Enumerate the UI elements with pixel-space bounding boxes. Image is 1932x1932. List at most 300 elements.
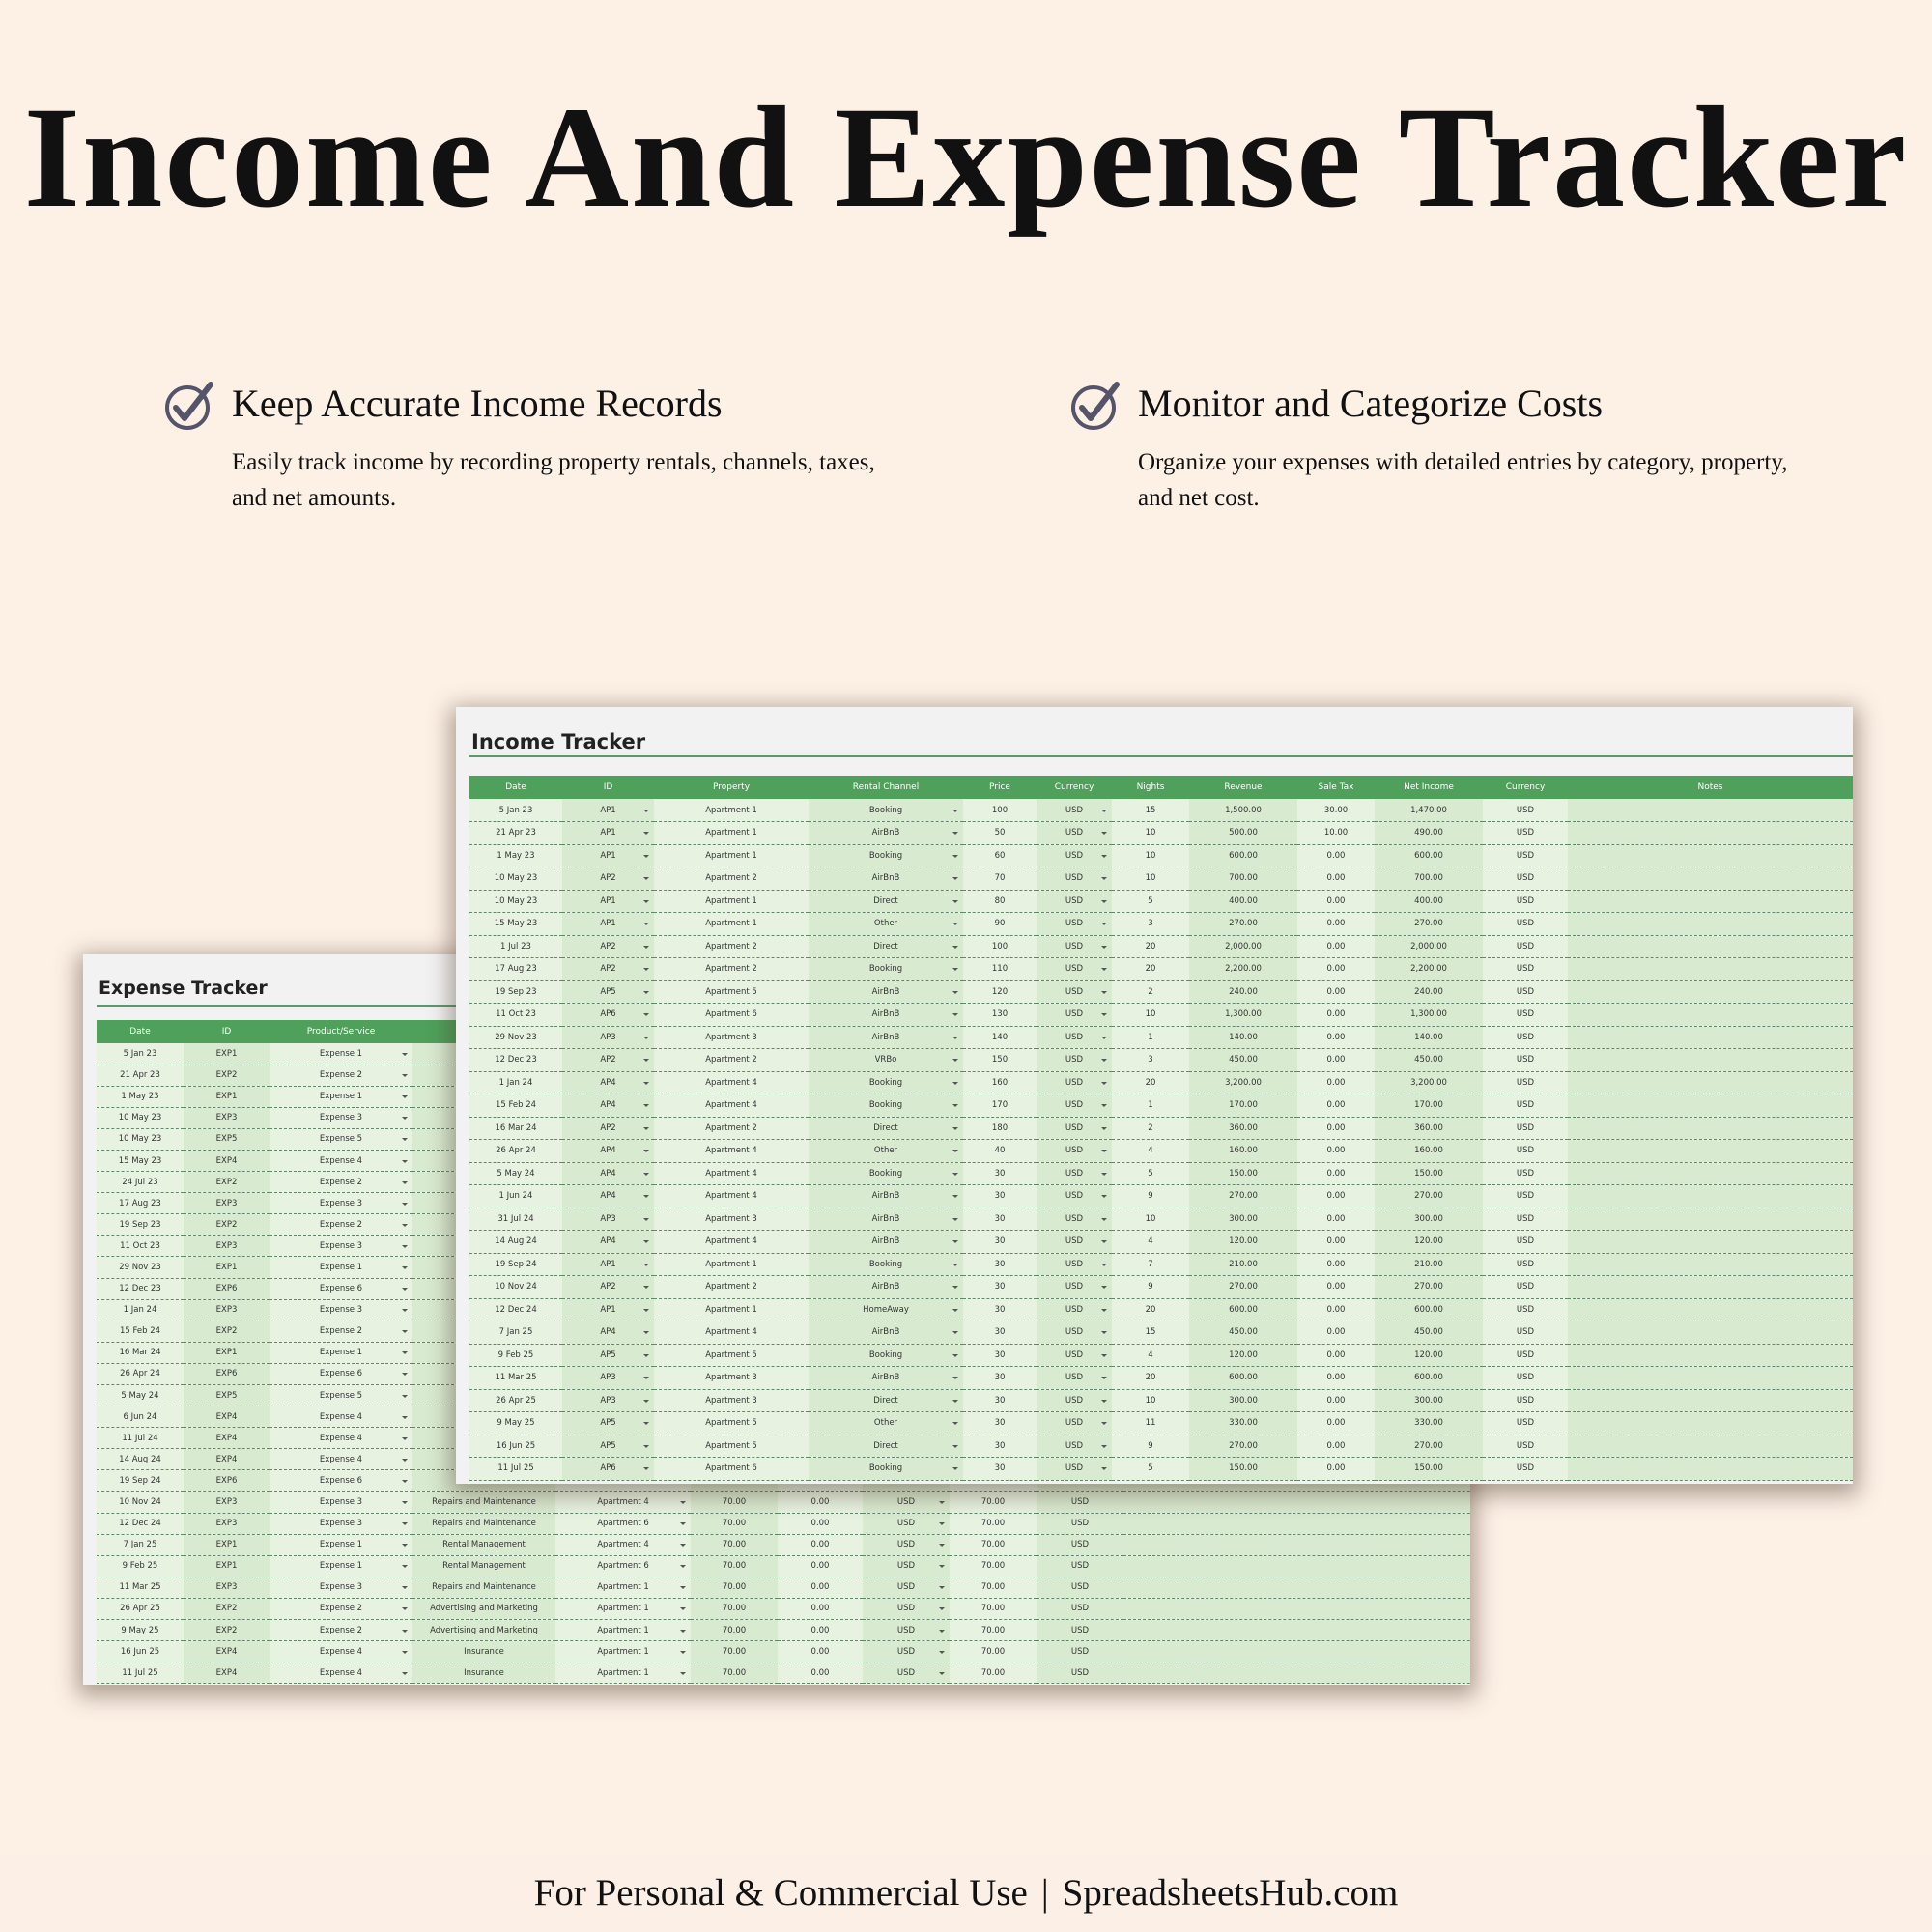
table-cell[interactable]: 11	[1112, 1412, 1189, 1435]
table-cell[interactable]: USD	[1483, 1140, 1568, 1163]
table-cell[interactable]	[1568, 1435, 1853, 1458]
table-cell[interactable]: 0.00	[1297, 1276, 1375, 1299]
table-cell[interactable]: EXP2	[184, 1321, 270, 1342]
table-cell[interactable]: 270.00	[1375, 1185, 1483, 1208]
table-cell[interactable]: 160.00	[1375, 1140, 1483, 1163]
dropdown-cell[interactable]: Expense 3	[270, 1299, 412, 1321]
table-cell[interactable]: 70	[963, 867, 1037, 891]
table-cell[interactable]: 10 May 23	[469, 890, 562, 913]
table-cell[interactable]: 10 May 23	[97, 1128, 184, 1150]
table-cell[interactable]: 150	[963, 1049, 1037, 1072]
dropdown-cell[interactable]: Expense 5	[270, 1385, 412, 1406]
column-header[interactable]: Rental Channel	[809, 776, 963, 799]
table-cell[interactable]: 70.00	[950, 1598, 1037, 1619]
table-cell[interactable]: 0.00	[778, 1555, 863, 1577]
dropdown-cell[interactable]: Apartment 1	[555, 1662, 691, 1684]
table-cell[interactable]: 490.00	[1375, 822, 1483, 845]
dropdown-cell[interactable]: Apartment 6	[555, 1513, 691, 1534]
table-cell[interactable]: 300.00	[1375, 1208, 1483, 1231]
dropdown-cell[interactable]: Expense 5	[270, 1128, 412, 1150]
table-cell[interactable]: 70.00	[691, 1555, 778, 1577]
table-cell[interactable]: Apartment 1	[654, 1253, 809, 1276]
table-cell[interactable]	[1568, 1140, 1853, 1163]
dropdown-cell[interactable]: Expense 2	[270, 1620, 412, 1641]
dropdown-cell[interactable]: Expense 3	[270, 1107, 412, 1128]
dropdown-cell[interactable]: Expense 1	[270, 1043, 412, 1065]
table-cell[interactable]: Insurance	[412, 1641, 555, 1662]
table-cell[interactable]: 0.00	[1297, 1231, 1375, 1254]
dropdown-cell[interactable]: Expense 3	[270, 1236, 412, 1257]
dropdown-cell[interactable]: AP6	[562, 1458, 654, 1481]
dropdown-cell[interactable]: USD	[1037, 1140, 1112, 1163]
table-cell[interactable]: 0.00	[1297, 1435, 1375, 1458]
table-cell[interactable]: 1,500.00	[1189, 799, 1297, 822]
column-header[interactable]: Date	[97, 1020, 184, 1043]
table-cell[interactable]: 600.00	[1375, 1367, 1483, 1390]
dropdown-cell[interactable]: USD	[1037, 822, 1112, 845]
table-cell[interactable]: EXP5	[184, 1128, 270, 1150]
dropdown-cell[interactable]: Expense 3	[270, 1492, 412, 1513]
table-cell[interactable]: 240.00	[1375, 980, 1483, 1004]
table-cell[interactable]	[1568, 1049, 1853, 1072]
dropdown-cell[interactable]: Expense 4	[270, 1641, 412, 1662]
table-cell[interactable]: 0.00	[1297, 1162, 1375, 1185]
table-cell[interactable]: Apartment 3	[654, 1208, 809, 1231]
table-cell[interactable]: Apartment 5	[654, 1344, 809, 1367]
table-cell[interactable]: 30	[963, 1389, 1037, 1412]
table-cell[interactable]: 10	[1112, 844, 1189, 867]
table-cell[interactable]: EXP2	[184, 1620, 270, 1641]
table-cell[interactable]: 5	[1112, 1458, 1189, 1481]
table-cell[interactable]: 9	[1112, 1276, 1189, 1299]
dropdown-cell[interactable]: AirBnB	[809, 1367, 963, 1390]
table-cell[interactable]	[1568, 1389, 1853, 1412]
table-cell[interactable]: USD	[1483, 935, 1568, 958]
table-cell[interactable]: 0.00	[778, 1620, 863, 1641]
table-cell[interactable]: 150.00	[1375, 1162, 1483, 1185]
table-cell[interactable]: USD	[1037, 1534, 1123, 1555]
dropdown-cell[interactable]: USD	[1037, 890, 1112, 913]
table-cell[interactable]: 0.00	[1297, 1253, 1375, 1276]
column-header[interactable]: Notes	[1568, 776, 1853, 799]
dropdown-cell[interactable]: Booking	[809, 1094, 963, 1118]
dropdown-cell[interactable]: USD	[863, 1598, 950, 1619]
dropdown-cell[interactable]: AP5	[562, 1435, 654, 1458]
table-cell[interactable]: USD	[1483, 890, 1568, 913]
table-cell[interactable]: 70.00	[950, 1577, 1037, 1598]
dropdown-cell[interactable]: Expense 4	[270, 1428, 412, 1449]
table-cell[interactable]: 70.00	[691, 1662, 778, 1684]
dropdown-cell[interactable]: AirBnB	[809, 1231, 963, 1254]
dropdown-cell[interactable]: USD	[863, 1641, 950, 1662]
table-cell[interactable]: 0.00	[1297, 1026, 1375, 1049]
table-cell[interactable]: 180	[963, 1117, 1037, 1140]
table-cell[interactable]: 70.00	[950, 1555, 1037, 1577]
table-cell[interactable]: 120.00	[1375, 1344, 1483, 1367]
table-cell[interactable]	[1568, 822, 1853, 845]
table-cell[interactable]: 11 Jul 25	[469, 1458, 562, 1481]
table-cell[interactable]	[1123, 1641, 1470, 1662]
table-cell[interactable]: EXP3	[184, 1299, 270, 1321]
dropdown-cell[interactable]: AP5	[562, 1412, 654, 1435]
dropdown-cell[interactable]: Booking	[809, 799, 963, 822]
table-cell[interactable]	[1568, 867, 1853, 891]
table-cell[interactable]: 450.00	[1189, 1321, 1297, 1345]
table-cell[interactable]: 0.00	[1297, 913, 1375, 936]
dropdown-cell[interactable]: USD	[1037, 980, 1112, 1004]
dropdown-cell[interactable]: Apartment 4	[555, 1534, 691, 1555]
table-cell[interactable]: 2	[1112, 980, 1189, 1004]
table-cell[interactable]: 4	[1112, 1231, 1189, 1254]
dropdown-cell[interactable]: Expense 4	[270, 1406, 412, 1428]
dropdown-cell[interactable]: AirBnB	[809, 1026, 963, 1049]
table-cell[interactable]: 12 Dec 24	[469, 1298, 562, 1321]
table-cell[interactable]: 1 May 23	[97, 1086, 184, 1107]
dropdown-cell[interactable]: AP4	[562, 1094, 654, 1118]
table-cell[interactable]: USD	[1483, 1344, 1568, 1367]
table-cell[interactable]: Apartment 3	[654, 1367, 809, 1390]
table-cell[interactable]: 12 Dec 23	[97, 1278, 184, 1299]
column-header[interactable]: Net Income	[1375, 776, 1483, 799]
table-cell[interactable]: USD	[1037, 1577, 1123, 1598]
dropdown-cell[interactable]: AP5	[562, 1344, 654, 1367]
table-cell[interactable]: EXP4	[184, 1428, 270, 1449]
table-cell[interactable]: 26 Apr 25	[469, 1389, 562, 1412]
dropdown-cell[interactable]: Expense 2	[270, 1598, 412, 1619]
table-cell[interactable]	[1568, 1367, 1853, 1390]
dropdown-cell[interactable]: USD	[863, 1620, 950, 1641]
dropdown-cell[interactable]: AP1	[562, 913, 654, 936]
table-cell[interactable]: 1	[1112, 1094, 1189, 1118]
table-cell[interactable]: 15	[1112, 799, 1189, 822]
table-cell[interactable]: 70.00	[691, 1641, 778, 1662]
table-cell[interactable]: 30	[963, 1435, 1037, 1458]
dropdown-cell[interactable]: Expense 4	[270, 1150, 412, 1171]
table-cell[interactable]: Repairs and Maintenance	[412, 1492, 555, 1513]
table-cell[interactable]: 9 May 25	[469, 1412, 562, 1435]
table-cell[interactable]: 15 May 23	[469, 913, 562, 936]
table-cell[interactable]: 240.00	[1189, 980, 1297, 1004]
table-cell[interactable]: Apartment 2	[654, 867, 809, 891]
table-cell[interactable]: EXP1	[184, 1043, 270, 1065]
dropdown-cell[interactable]: USD	[1037, 913, 1112, 936]
table-cell[interactable]: 70.00	[950, 1641, 1037, 1662]
table-cell[interactable]: USD	[1483, 1049, 1568, 1072]
column-header[interactable]: Currency	[1483, 776, 1568, 799]
table-cell[interactable]	[1568, 1253, 1853, 1276]
table-cell[interactable]: 210.00	[1375, 1253, 1483, 1276]
table-cell[interactable]: Apartment 1	[654, 913, 809, 936]
dropdown-cell[interactable]: Booking	[809, 1162, 963, 1185]
dropdown-cell[interactable]: AP6	[562, 1004, 654, 1027]
table-cell[interactable]: 110	[963, 958, 1037, 981]
table-cell[interactable]: 20	[1112, 958, 1189, 981]
table-cell[interactable]: 90	[963, 913, 1037, 936]
table-cell[interactable]: 70.00	[691, 1534, 778, 1555]
table-cell[interactable]: USD	[1483, 1231, 1568, 1254]
dropdown-cell[interactable]: USD	[1037, 1389, 1112, 1412]
table-cell[interactable]: Advertising and Marketing	[412, 1620, 555, 1641]
dropdown-cell[interactable]: Booking	[809, 1253, 963, 1276]
dropdown-cell[interactable]: AP1	[562, 1253, 654, 1276]
table-cell[interactable]: Apartment 1	[654, 844, 809, 867]
table-cell[interactable]: 140.00	[1189, 1026, 1297, 1049]
dropdown-cell[interactable]: USD	[863, 1513, 950, 1534]
table-cell[interactable]: USD	[1483, 980, 1568, 1004]
table-cell[interactable]: 0.00	[778, 1662, 863, 1684]
dropdown-cell[interactable]: USD	[1037, 1117, 1112, 1140]
dropdown-cell[interactable]: Booking	[809, 958, 963, 981]
table-cell[interactable]	[1568, 1344, 1853, 1367]
dropdown-cell[interactable]: Apartment 6	[555, 1555, 691, 1577]
table-cell[interactable]: 11 Oct 23	[97, 1236, 184, 1257]
table-cell[interactable]: 7	[1112, 1253, 1189, 1276]
table-cell[interactable]: 15 May 23	[97, 1150, 184, 1171]
table-cell[interactable]: 70.00	[691, 1513, 778, 1534]
table-cell[interactable]: EXP3	[184, 1236, 270, 1257]
table-cell[interactable]: 300.00	[1189, 1208, 1297, 1231]
table-cell[interactable]: 150.00	[1189, 1162, 1297, 1185]
table-cell[interactable]: 0.00	[778, 1513, 863, 1534]
table-cell[interactable]: 30	[963, 1208, 1037, 1231]
table-cell[interactable]: USD	[1483, 1276, 1568, 1299]
table-cell[interactable]: 30	[963, 1321, 1037, 1345]
table-cell[interactable]: 100	[963, 935, 1037, 958]
table-cell[interactable]: 70.00	[691, 1620, 778, 1641]
table-cell[interactable]: 140	[963, 1026, 1037, 1049]
table-cell[interactable]: Apartment 5	[654, 980, 809, 1004]
table-cell[interactable]: 300.00	[1189, 1389, 1297, 1412]
dropdown-cell[interactable]: Direct	[809, 1389, 963, 1412]
table-cell[interactable]: 30	[963, 1162, 1037, 1185]
table-cell[interactable]	[1568, 1208, 1853, 1231]
dropdown-cell[interactable]: USD	[863, 1662, 950, 1684]
table-cell[interactable]: 120.00	[1189, 1344, 1297, 1367]
table-cell[interactable]: 16 Mar 24	[97, 1342, 184, 1363]
table-cell[interactable]: 19 Sep 23	[97, 1214, 184, 1236]
table-cell[interactable]: 10	[1112, 1004, 1189, 1027]
table-cell[interactable]: 0.00	[1297, 1004, 1375, 1027]
dropdown-cell[interactable]: USD	[1037, 1298, 1112, 1321]
dropdown-cell[interactable]: AP4	[562, 1162, 654, 1185]
table-cell[interactable]	[1568, 1298, 1853, 1321]
dropdown-cell[interactable]: Expense 2	[270, 1172, 412, 1193]
table-cell[interactable]: 30	[963, 1253, 1037, 1276]
table-cell[interactable]: USD	[1483, 1117, 1568, 1140]
table-cell[interactable]: EXP3	[184, 1513, 270, 1534]
dropdown-cell[interactable]: AP1	[562, 844, 654, 867]
table-cell[interactable]: 70.00	[950, 1492, 1037, 1513]
table-cell[interactable]: 17 Aug 23	[97, 1193, 184, 1214]
table-cell[interactable]: EXP1	[184, 1534, 270, 1555]
dropdown-cell[interactable]: AP4	[562, 1231, 654, 1254]
table-cell[interactable]	[1568, 799, 1853, 822]
table-cell[interactable]: 16 Mar 24	[469, 1117, 562, 1140]
table-cell[interactable]	[1123, 1513, 1470, 1534]
table-cell[interactable]: Apartment 6	[654, 1004, 809, 1027]
table-cell[interactable]: 7 Jan 25	[469, 1321, 562, 1345]
table-cell[interactable]: USD	[1483, 1208, 1568, 1231]
table-cell[interactable]: 30	[963, 1344, 1037, 1367]
table-cell[interactable]: Apartment 4	[654, 1321, 809, 1345]
table-cell[interactable]: 30	[963, 1458, 1037, 1481]
table-cell[interactable]: 11 Jul 24	[97, 1428, 184, 1449]
table-cell[interactable]: Apartment 4	[654, 1185, 809, 1208]
dropdown-cell[interactable]: AP4	[562, 1071, 654, 1094]
table-cell[interactable]: Apartment 4	[654, 1162, 809, 1185]
table-cell[interactable]: 19 Sep 24	[469, 1253, 562, 1276]
column-header[interactable]: ID	[562, 776, 654, 799]
column-header[interactable]: Sale Tax	[1297, 776, 1375, 799]
table-cell[interactable]: 10 May 23	[469, 867, 562, 891]
table-cell[interactable]: 150.00	[1189, 1458, 1297, 1481]
table-cell[interactable]: 16 Jun 25	[469, 1435, 562, 1458]
table-cell[interactable]: 300.00	[1375, 1389, 1483, 1412]
table-cell[interactable]: Repairs and Maintenance	[412, 1513, 555, 1534]
table-cell[interactable]: USD	[1483, 1435, 1568, 1458]
table-cell[interactable]: 20	[1112, 1367, 1189, 1390]
dropdown-cell[interactable]: USD	[1037, 1412, 1112, 1435]
dropdown-cell[interactable]: AP3	[562, 1367, 654, 1390]
table-cell[interactable]: 10 May 23	[97, 1107, 184, 1128]
dropdown-cell[interactable]: Apartment 1	[555, 1620, 691, 1641]
table-cell[interactable]: EXP2	[184, 1172, 270, 1193]
table-cell[interactable]: 170.00	[1375, 1094, 1483, 1118]
table-cell[interactable]: 0.00	[1297, 867, 1375, 891]
dropdown-cell[interactable]: AP1	[562, 890, 654, 913]
dropdown-cell[interactable]: USD	[863, 1555, 950, 1577]
table-cell[interactable]	[1568, 1412, 1853, 1435]
dropdown-cell[interactable]: Expense 2	[270, 1214, 412, 1236]
table-cell[interactable]: 40	[963, 1140, 1037, 1163]
table-cell[interactable]: 30	[963, 1185, 1037, 1208]
table-cell[interactable]: Apartment 2	[654, 1117, 809, 1140]
table-cell[interactable]: USD	[1483, 1071, 1568, 1094]
table-cell[interactable]: 100	[963, 799, 1037, 822]
table-cell[interactable]: 130	[963, 1004, 1037, 1027]
table-cell[interactable]	[1568, 890, 1853, 913]
dropdown-cell[interactable]: AP1	[562, 1298, 654, 1321]
dropdown-cell[interactable]: AP2	[562, 958, 654, 981]
table-cell[interactable]: 0.00	[1297, 1071, 1375, 1094]
table-cell[interactable]: 6 Jun 24	[97, 1406, 184, 1428]
table-cell[interactable]: 1,470.00	[1375, 799, 1483, 822]
table-cell[interactable]: 2,200.00	[1375, 958, 1483, 981]
table-cell[interactable]: 0.00	[1297, 1094, 1375, 1118]
table-cell[interactable]: Apartment 1	[654, 799, 809, 822]
dropdown-cell[interactable]: AP1	[562, 822, 654, 845]
table-cell[interactable]: 330.00	[1189, 1412, 1297, 1435]
dropdown-cell[interactable]: Other	[809, 1412, 963, 1435]
table-cell[interactable]: 26 Apr 25	[97, 1598, 184, 1619]
dropdown-cell[interactable]: HomeAway	[809, 1298, 963, 1321]
table-cell[interactable]: Apartment 1	[654, 822, 809, 845]
table-cell[interactable]: 70.00	[950, 1620, 1037, 1641]
column-header[interactable]: Date	[469, 776, 562, 799]
table-cell[interactable]: EXP1	[184, 1257, 270, 1278]
dropdown-cell[interactable]: USD	[1037, 844, 1112, 867]
dropdown-cell[interactable]: Booking	[809, 1344, 963, 1367]
table-cell[interactable]: Apartment 3	[654, 1026, 809, 1049]
table-cell[interactable]: 700.00	[1375, 867, 1483, 891]
table-cell[interactable]: Insurance	[412, 1662, 555, 1684]
dropdown-cell[interactable]: USD	[1037, 1094, 1112, 1118]
dropdown-cell[interactable]: Apartment 1	[555, 1577, 691, 1598]
table-cell[interactable]: EXP1	[184, 1555, 270, 1577]
table-cell[interactable]: 9	[1112, 1435, 1189, 1458]
dropdown-cell[interactable]: USD	[1037, 799, 1112, 822]
column-header[interactable]: Product/Service	[270, 1020, 412, 1043]
dropdown-cell[interactable]: AP2	[562, 1117, 654, 1140]
table-cell[interactable]: 600.00	[1189, 844, 1297, 867]
table-cell[interactable]: Repairs and Maintenance	[412, 1577, 555, 1598]
table-cell[interactable]: USD	[1483, 913, 1568, 936]
dropdown-cell[interactable]: AP4	[562, 1140, 654, 1163]
table-cell[interactable]: 1 Jan 24	[469, 1071, 562, 1094]
dropdown-cell[interactable]: Direct	[809, 935, 963, 958]
table-cell[interactable]: 10 Nov 24	[469, 1276, 562, 1299]
table-cell[interactable]: 10 Nov 24	[97, 1492, 184, 1513]
table-cell[interactable]: EXP6	[184, 1363, 270, 1384]
table-cell[interactable]	[1568, 1458, 1853, 1481]
table-cell[interactable]: USD	[1483, 1458, 1568, 1481]
table-cell[interactable]: USD	[1037, 1555, 1123, 1577]
table-cell[interactable]: EXP4	[184, 1150, 270, 1171]
table-cell[interactable]: 70.00	[691, 1598, 778, 1619]
dropdown-cell[interactable]: AP3	[562, 1026, 654, 1049]
table-cell[interactable]	[1568, 1094, 1853, 1118]
table-cell[interactable]: 1	[1112, 1026, 1189, 1049]
dropdown-cell[interactable]: Expense 3	[270, 1513, 412, 1534]
table-cell[interactable]: 270.00	[1375, 913, 1483, 936]
dropdown-cell[interactable]: Expense 3	[270, 1193, 412, 1214]
table-cell[interactable]	[1123, 1534, 1470, 1555]
dropdown-cell[interactable]: Apartment 4	[555, 1492, 691, 1513]
table-cell[interactable]: USD	[1483, 844, 1568, 867]
table-cell[interactable]: USD	[1483, 1162, 1568, 1185]
table-cell[interactable]: 120	[963, 980, 1037, 1004]
table-cell[interactable]: EXP2	[184, 1598, 270, 1619]
table-cell[interactable]: 17 Aug 23	[469, 958, 562, 981]
table-cell[interactable]: 150.00	[1375, 1458, 1483, 1481]
table-cell[interactable]: Rental Management	[412, 1555, 555, 1577]
table-cell[interactable]: Apartment 4	[654, 1140, 809, 1163]
table-cell[interactable]: 5 May 24	[97, 1385, 184, 1406]
dropdown-cell[interactable]: AirBnB	[809, 822, 963, 845]
table-cell[interactable]: 9 Feb 25	[469, 1344, 562, 1367]
table-cell[interactable]: 0.00	[1297, 980, 1375, 1004]
table-cell[interactable]: 15	[1112, 1321, 1189, 1345]
table-cell[interactable]: 10	[1112, 822, 1189, 845]
table-cell[interactable]: USD	[1483, 1253, 1568, 1276]
table-cell[interactable]: 160.00	[1189, 1140, 1297, 1163]
dropdown-cell[interactable]: USD	[1037, 1049, 1112, 1072]
dropdown-cell[interactable]: AP2	[562, 1276, 654, 1299]
table-cell[interactable]	[1123, 1492, 1470, 1513]
table-cell[interactable]: EXP4	[184, 1449, 270, 1470]
table-cell[interactable]: 2,200.00	[1189, 958, 1297, 981]
table-cell[interactable]	[1123, 1620, 1470, 1641]
table-cell[interactable]: Apartment 5	[654, 1435, 809, 1458]
table-cell[interactable]: 70.00	[950, 1534, 1037, 1555]
table-cell[interactable]: 600.00	[1375, 1298, 1483, 1321]
dropdown-cell[interactable]: USD	[1037, 1253, 1112, 1276]
table-cell[interactable]: 600.00	[1189, 1298, 1297, 1321]
table-cell[interactable]: 14 Aug 24	[97, 1449, 184, 1470]
table-cell[interactable]: EXP4	[184, 1662, 270, 1684]
table-cell[interactable]: 400.00	[1189, 890, 1297, 913]
table-cell[interactable]: 14 Aug 24	[469, 1231, 562, 1254]
